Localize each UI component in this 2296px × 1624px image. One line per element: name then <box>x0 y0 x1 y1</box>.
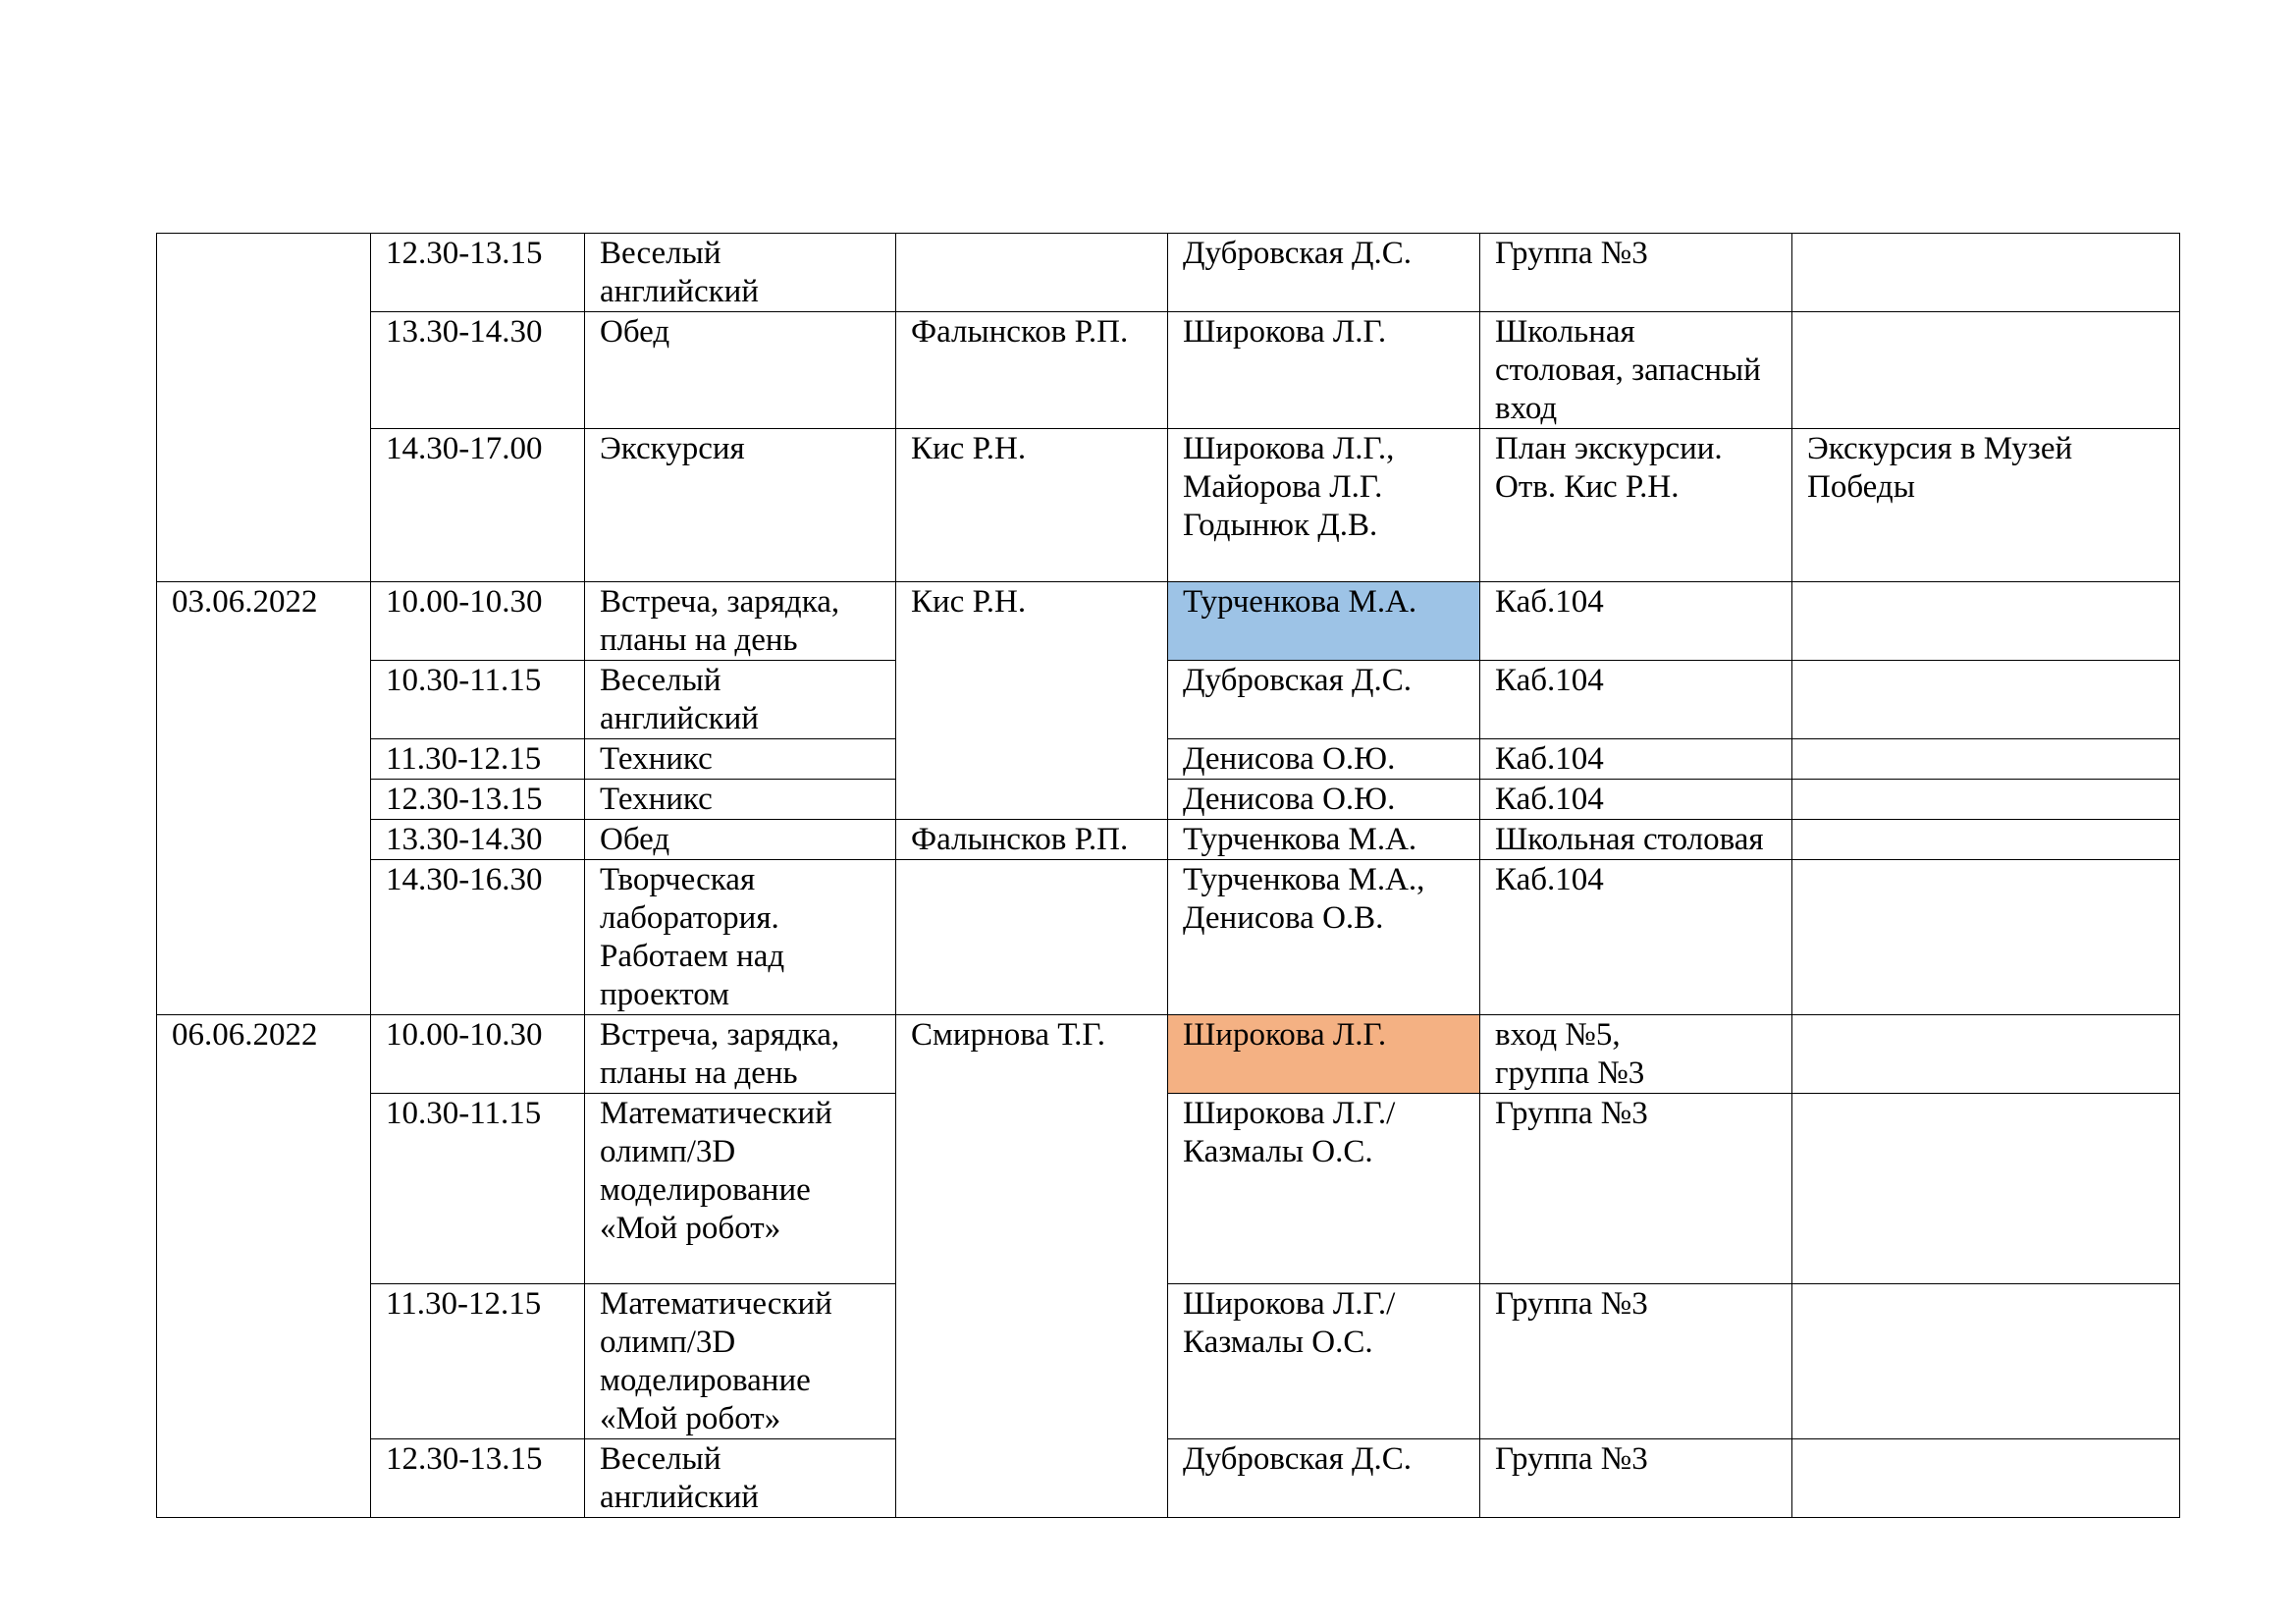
activity-cell: Техникс <box>585 739 896 780</box>
teacher-cell: Дубровская Д.С. <box>1168 234 1480 312</box>
note-cell <box>1792 582 2180 661</box>
note-cell <box>1792 1284 2180 1439</box>
date-cell: 06.06.2022 <box>157 1015 371 1518</box>
time-cell: 10.00-10.30 <box>371 582 585 661</box>
note-cell <box>1792 820 2180 860</box>
responsible-cell <box>896 860 1168 1015</box>
responsible-cell <box>896 234 1168 312</box>
teacher-cell: Дубровская Д.С. <box>1168 1439 1480 1518</box>
activity-cell: Техникс <box>585 780 896 820</box>
time-cell: 12.30-13.15 <box>371 780 585 820</box>
location-cell: Каб.104 <box>1480 860 1792 1015</box>
location-cell: Школьная столовая, запасный вход <box>1480 312 1792 429</box>
location-cell: Группа №3 <box>1480 1284 1792 1439</box>
activity-cell: Веселый английский <box>585 1439 896 1518</box>
location-cell: Школьная столовая <box>1480 820 1792 860</box>
time-cell: 14.30-17.00 <box>371 429 585 582</box>
table-row <box>157 739 2180 780</box>
table-row <box>157 820 2180 860</box>
activity-cell: Математический олимп/3D моделирование «Мой робот» <box>585 1094 896 1284</box>
table-row <box>157 1284 2180 1439</box>
table-row <box>157 1094 2180 1284</box>
activity-cell: Обед <box>585 312 896 429</box>
time-cell: 12.30-13.15 <box>371 234 585 312</box>
table-row <box>157 661 2180 739</box>
activity-cell: Веселый английский <box>585 234 896 312</box>
teacher-cell: Турченкова М.А. <box>1168 820 1480 860</box>
time-cell: 11.30-12.15 <box>371 1284 585 1439</box>
time-cell: 10.00-10.30 <box>371 1015 585 1094</box>
time-cell: 11.30-12.15 <box>371 739 585 780</box>
note-cell <box>1792 780 2180 820</box>
teacher-cell-highlighted: Турченкова М.А. <box>1168 582 1480 661</box>
table-row <box>157 780 2180 820</box>
activity-cell: Встреча, зарядка, планы на день <box>585 1015 896 1094</box>
location-cell: Группа №3 <box>1480 1439 1792 1518</box>
teacher-cell: Денисова О.Ю. <box>1168 780 1480 820</box>
teacher-cell: Денисова О.Ю. <box>1168 739 1480 780</box>
teacher-cell: Широкова Л.Г./ Казмалы О.С. <box>1168 1284 1480 1439</box>
note-cell: Экскурсия в Музей Победы <box>1792 429 2180 582</box>
location-cell: Группа №3 <box>1480 234 1792 312</box>
table-row <box>157 234 2180 312</box>
responsible-cell: Фалынсков Р.П. <box>896 312 1168 429</box>
activity-cell: Математический олимп/3D моделирование «Мой робот» <box>585 1284 896 1439</box>
note-cell <box>1792 1439 2180 1518</box>
location-cell: Каб.104 <box>1480 582 1792 661</box>
schedule-table <box>156 233 2180 1518</box>
responsible-cell: Фалынсков Р.П. <box>896 820 1168 860</box>
location-cell: Каб.104 <box>1480 780 1792 820</box>
responsible-cell: Смирнова Т.Г. <box>896 1015 1168 1518</box>
time-cell: 10.30-11.15 <box>371 1094 585 1284</box>
table-row <box>157 1015 2180 1094</box>
table-row <box>157 312 2180 429</box>
location-cell: План экскурсии. Отв. Кис Р.Н. <box>1480 429 1792 582</box>
time-cell: 13.30-14.30 <box>371 312 585 429</box>
teacher-cell: Широкова Л.Г., Майорова Л.Г. Годынюк Д.В. <box>1168 429 1480 582</box>
table-row <box>157 1439 2180 1518</box>
teacher-cell: Турченкова М.А., Денисова О.В. <box>1168 860 1480 1015</box>
location-cell: Каб.104 <box>1480 739 1792 780</box>
activity-cell: Встреча, зарядка, планы на день <box>585 582 896 661</box>
table-row <box>157 429 2180 582</box>
note-cell <box>1792 739 2180 780</box>
note-cell <box>1792 860 2180 1015</box>
time-cell: 13.30-14.30 <box>371 820 585 860</box>
teacher-cell: Широкова Л.Г. <box>1168 312 1480 429</box>
responsible-cell: Кис Р.Н. <box>896 429 1168 582</box>
date-cell: 03.06.2022 <box>157 582 371 1015</box>
note-cell <box>1792 1015 2180 1094</box>
location-cell: Группа №3 <box>1480 1094 1792 1284</box>
activity-cell: Веселый английский <box>585 661 896 739</box>
table-row <box>157 582 2180 661</box>
responsible-cell: Кис Р.Н. <box>896 582 1168 820</box>
table-row <box>157 860 2180 1015</box>
activity-cell: Экскурсия <box>585 429 896 582</box>
teacher-cell: Широкова Л.Г./ Казмалы О.С. <box>1168 1094 1480 1284</box>
note-cell <box>1792 1094 2180 1284</box>
activity-cell: Обед <box>585 820 896 860</box>
time-cell: 10.30-11.15 <box>371 661 585 739</box>
time-cell: 14.30-16.30 <box>371 860 585 1015</box>
note-cell <box>1792 661 2180 739</box>
date-cell <box>157 234 371 582</box>
teacher-cell: Дубровская Д.С. <box>1168 661 1480 739</box>
location-cell: вход №5, группа №3 <box>1480 1015 1792 1094</box>
activity-cell: Творческая лаборатория. Работаем над проектом <box>585 860 896 1015</box>
note-cell <box>1792 312 2180 429</box>
time-cell: 12.30-13.15 <box>371 1439 585 1518</box>
location-cell: Каб.104 <box>1480 661 1792 739</box>
teacher-cell-highlighted: Широкова Л.Г. <box>1168 1015 1480 1094</box>
note-cell <box>1792 234 2180 312</box>
